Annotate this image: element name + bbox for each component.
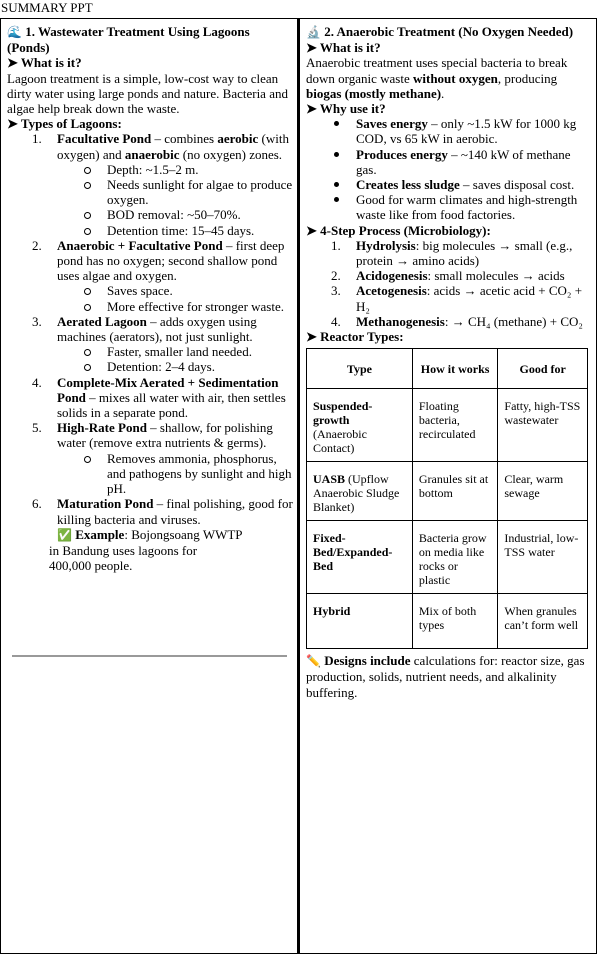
why-item: [306, 192, 592, 222]
lagoon-type-item: [7, 314, 293, 375]
why-label: ➤ Why use it?: [306, 101, 386, 117]
bold-term: Produces energy: [356, 146, 448, 162]
bold-term: Saves energy: [356, 116, 428, 132]
lagoon-type-desc: – final polishing, good for killing bacteria and viruses.: [57, 496, 293, 527]
good-for-cell: Fatty, high-TSS wastewater: [498, 389, 588, 462]
lagoon-type-desc: (with oxygen) and: [57, 131, 289, 162]
lagoon-sub-list: [57, 344, 293, 374]
lagoon-type-desc: – adds oxygen using machines (aerators), not just sunlight.: [57, 313, 257, 345]
lagoon-type-name: Maturation Pond: [57, 496, 154, 512]
bold-term: aerobic: [217, 131, 259, 147]
example-label: Example: [75, 526, 125, 542]
step-desc: : small molecules → acids: [427, 268, 565, 284]
how-cell: Granules sit at bottom: [412, 462, 498, 521]
example-continued: [49, 543, 293, 573]
lagoon-type-name: Complete-Mix Aerated + Sedimentation Pond: [57, 374, 279, 405]
text-run: Anaerobic treatment uses special bacteria to break down organic waste: [306, 55, 568, 86]
step-desc: : acids → acetic acid + CO₂ + H₂: [356, 283, 583, 314]
lagoon-type-item: [7, 131, 293, 237]
sub-item: Detention time: 15–45 days.: [57, 223, 293, 238]
anaerobic-what-text: [306, 55, 592, 101]
sub-item: Faster, smaller land needed.: [57, 344, 293, 359]
step-item: [306, 238, 592, 268]
good-for-cell: When granules can’t form well: [498, 594, 588, 649]
sub-item: Saves space.: [57, 283, 293, 298]
type-detail: (Anaerobic Contact): [313, 427, 367, 456]
bold-term: anaerobic: [124, 146, 180, 162]
checkmark-icon: ✅: [57, 527, 72, 542]
example-text: : Bojongsoang WWTP: [124, 526, 243, 542]
lagoon-type-item: [7, 420, 293, 496]
lagoon-type-item: [7, 375, 293, 421]
list-number: 2.: [32, 237, 42, 253]
example-text: in Bandung uses lagoons for: [49, 542, 198, 558]
sub-item: Detention: 2–4 days.: [57, 359, 293, 374]
why-item: [306, 177, 592, 192]
type-name: Suspended-growth: [313, 399, 373, 428]
list-number: 5.: [32, 420, 42, 436]
sub-item: Depth: ~1.5–2 m.: [57, 162, 293, 177]
how-cell: Mix of both types: [412, 594, 498, 649]
lagoon-type-item: [7, 238, 293, 314]
how-cell: Bacteria grow on media like rocks or plastic: [412, 521, 498, 594]
lagoon-type-desc: (no oxygen) zones.: [179, 146, 283, 162]
list-number: 2.: [331, 268, 341, 284]
step-item: [306, 314, 592, 329]
step-item: [306, 283, 592, 313]
table-row: [307, 389, 588, 462]
good-for-cell: Industrial, low-TSS water: [498, 521, 588, 594]
lagoon-type-name: Aerated Lagoon: [57, 313, 147, 329]
horizontal-rule: [12, 655, 287, 657]
designs-note: [306, 653, 592, 700]
anaerobic-heading: [306, 24, 592, 40]
lagoon-type-desc: – mixes all water with air, then settles solids in a separate pond.: [57, 389, 286, 421]
type-cell: [307, 389, 413, 462]
step-desc: : → CH₄ (methane) + CO₂: [444, 313, 583, 329]
step-name: Hydrolysis: [356, 237, 416, 253]
type-cell: [307, 462, 413, 521]
sub-item: Removes ammonia, phosphorus, and pathogens by sunlight and high pH.: [57, 451, 293, 497]
why-item: [306, 116, 592, 146]
wave-icon: 🌊: [7, 25, 22, 39]
bold-term: biogas (mostly methane): [306, 85, 442, 101]
microscope-icon: 🔬: [306, 25, 321, 39]
table-row: [307, 462, 588, 521]
lagoon-type-desc: – first deep pond has no oxygen; second shallow pond uses algae and oxygen.: [57, 237, 285, 284]
type-name: UASB: [313, 472, 346, 487]
column-divider: [297, 18, 300, 954]
reactor-label: ➤ Reactor Types:: [306, 329, 404, 345]
bold-term: without oxygen: [412, 70, 498, 86]
example-line: [57, 527, 293, 543]
lagoon-section: [7, 24, 293, 573]
lagoon-sub-list: [57, 283, 293, 313]
example-text: 400,000 people.: [49, 558, 133, 574]
steps-list: [306, 238, 592, 329]
lagoon-type-item: [7, 496, 293, 543]
step-desc: : big molecules → small (e.g., protein → amino acids): [356, 237, 573, 269]
text-run: – ~140 kW of methane gas.: [356, 146, 571, 177]
lagoon-heading-text: 1. Wastewater Treatment Using Lagoons (Ponds): [7, 24, 250, 56]
bold-term: Creates less sludge: [356, 177, 460, 193]
type-cell: [307, 594, 413, 649]
steps-label: ➤ 4-Step Process (Microbiology):: [306, 222, 491, 238]
text-run: – saves disposal cost.: [459, 177, 575, 193]
lagoon-types-label: ➤ Types of Lagoons:: [7, 116, 122, 132]
type-detail: (Upflow Anaerobic Sludge Blanket): [313, 472, 400, 515]
text-run: Good for warm climates and high-strength waste like from food factories.: [356, 192, 578, 223]
list-number: 1.: [331, 237, 341, 253]
designs-label: Designs include: [324, 653, 411, 669]
list-number: 4.: [32, 374, 42, 390]
sub-item: BOD removal: ~50–70%.: [57, 207, 293, 222]
step-name: Methanogenesis: [356, 313, 445, 329]
anaerobic-what-label: ➤ What is it?: [306, 40, 381, 56]
table-row: [307, 594, 588, 649]
lagoon-type-name: Anaerobic + Facultative Pond: [57, 237, 223, 253]
sub-item: Needs sunlight for algae to produce oxygen.: [57, 177, 293, 207]
lagoon-sub-list: [57, 162, 293, 238]
step-name: Acidogenesis: [356, 268, 428, 284]
type-cell: [307, 521, 413, 594]
list-number: 3.: [32, 313, 42, 329]
step-item: [306, 268, 592, 283]
text-run: – only ~1.5 kW for 1000 kg COD, vs 65 kW in aerobic.: [356, 116, 577, 147]
list-number: 1.: [32, 131, 42, 147]
table-header-row: [307, 349, 588, 389]
lagoon-heading: [7, 24, 293, 55]
column-header: Good for: [498, 349, 588, 389]
lagoon-types-list: [7, 131, 293, 542]
sub-item: More effective for stronger waste.: [57, 299, 293, 314]
designs-text: calculations for: reactor size, gas production, solids, nutrient needs, and alkalinity buffering.: [306, 653, 585, 700]
column-header: Type: [307, 349, 413, 389]
column-header: How it works: [412, 349, 498, 389]
lagoon-type-name: Facultative Pond: [57, 131, 152, 147]
list-number: 6.: [32, 496, 42, 512]
lagoon-type-desc: – combines: [151, 131, 218, 147]
list-number: 4.: [331, 313, 341, 329]
why-item: [306, 147, 592, 177]
step-name: Acetogenesis: [356, 283, 427, 299]
lagoon-what-text: Lagoon treatment is a simple, low-cost way to clean dirty water using large ponds and nature. Bacteria and algae help break down the waste.: [7, 70, 288, 117]
how-cell: Floating bacteria, recirculated: [412, 389, 498, 462]
anaerobic-heading-text: 2. Anaerobic Treatment (No Oxygen Needed): [324, 24, 574, 39]
why-list: [306, 116, 592, 222]
type-name: Hybrid: [313, 604, 351, 619]
anaerobic-section: [306, 24, 592, 700]
pencil-icon: ✏️: [306, 654, 321, 669]
reactor-table: [306, 348, 588, 649]
list-number: 3.: [331, 283, 341, 299]
table-row: [307, 521, 588, 594]
lagoon-sub-list: [57, 451, 293, 497]
good-for-cell: Clear, warm sewage: [498, 462, 588, 521]
text-run: , producing: [497, 70, 558, 86]
lagoon-type-name: High-Rate Pond: [57, 420, 147, 436]
document-title: SUMMARY PPT: [1, 0, 93, 15]
lagoon-what-label: ➤ What is it?: [7, 55, 82, 71]
type-name: Fixed-Bed/Expanded-Bed: [313, 531, 393, 574]
text-run: .: [441, 85, 445, 101]
lagoon-type-desc: – shallow, for polishing water (remove extra nutrients & germs).: [57, 420, 273, 451]
